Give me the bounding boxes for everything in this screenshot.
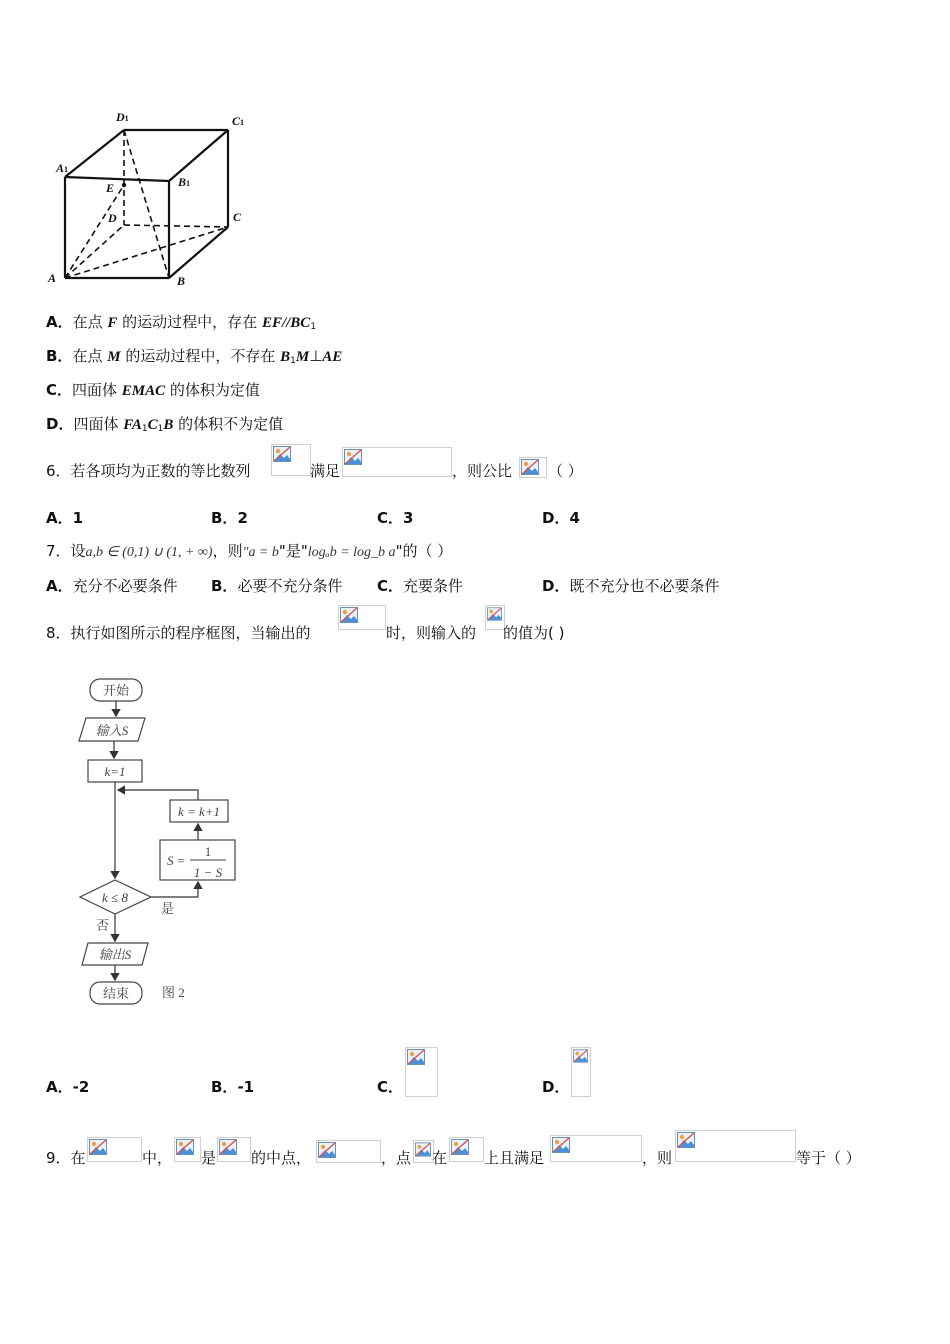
label-D1: D xyxy=(116,110,125,124)
q7-option-c[interactable]: C．充要条件 xyxy=(377,577,464,595)
image-placeholder-icon xyxy=(316,1140,381,1163)
q8-stem-2: 时，则输入的 xyxy=(386,624,477,642)
flow-condition: k ≤ 8 xyxy=(102,890,128,905)
cube-figure xyxy=(40,105,260,295)
svg-text:C1: C1 xyxy=(232,114,245,128)
image-placeholder-icon xyxy=(87,1137,142,1162)
label-B1: B xyxy=(178,175,187,189)
flow-yes: 是 xyxy=(161,901,175,916)
image-placeholder-icon xyxy=(519,457,547,478)
label-C: C xyxy=(233,210,242,224)
q7-stem: 7．设a,b ∈ (0,1) ∪ (1, + ∞)，则"a = b"是"logₐb = log_b a"的（ ） xyxy=(46,542,453,560)
q7-math-equal: "a = b xyxy=(242,545,279,560)
label-C1: C xyxy=(232,114,241,128)
q7-option-d[interactable]: D．既不充分也不必要条件 xyxy=(542,577,720,595)
q9-t2: 中， xyxy=(142,1149,173,1167)
q7-option-b[interactable]: B．必要不充分条件 xyxy=(211,577,343,595)
q9-t6: 在 xyxy=(432,1149,448,1167)
q7-option-a[interactable]: A．充分不必要条件 xyxy=(46,577,178,595)
flow-start: 开始 xyxy=(102,683,130,698)
image-placeholder-icon xyxy=(550,1135,642,1162)
q6-stem-4: （ ） xyxy=(548,462,583,480)
q5-option-b[interactable]: B．在点 M 的运动过程中，不存在 $B_1M\perp AE$ xyxy=(46,347,343,366)
svg-text:A1: A1 xyxy=(56,161,69,175)
image-placeholder-icon xyxy=(485,605,505,630)
flow-output: 输出S xyxy=(98,947,132,962)
q9-t3: 是 xyxy=(201,1149,217,1167)
q6-option-c[interactable]: C．3 xyxy=(377,509,414,527)
q6-option-a[interactable]: A．1 xyxy=(46,509,84,527)
image-placeholder-icon xyxy=(449,1137,484,1162)
image-placeholder-icon xyxy=(338,605,386,630)
flow-caption: 图 2 xyxy=(162,985,185,1000)
image-placeholder-icon xyxy=(271,444,311,476)
flow-init: k=1 xyxy=(104,764,126,779)
flow-input: 输入S xyxy=(95,723,129,738)
label-A1: A xyxy=(56,161,65,175)
svg-text:D1: D1 xyxy=(116,110,129,124)
q9-t9: 等于（ ） xyxy=(796,1149,861,1167)
flow-end: 结束 xyxy=(102,986,130,1001)
q6-stem-1: 6．若各项均为正数的等比数列 xyxy=(46,462,251,480)
label-E: E xyxy=(106,181,115,195)
q9-t7: 上且满足 xyxy=(484,1149,545,1167)
q5-option-c[interactable]: C．四面体 EMAC 的体积为定值 xyxy=(46,381,260,399)
q8-stem-1: 8．执行如图所示的程序框图，当输出的 xyxy=(46,624,311,642)
q8-option-a[interactable]: A．-2 xyxy=(46,1078,90,1096)
q9-t8: ，则 xyxy=(642,1149,673,1167)
q5-option-d[interactable]: D．四面体 $FA_1C_1B$ 的体积不为定值 xyxy=(46,415,284,434)
label-D: D xyxy=(108,211,117,225)
flow-formula-den: 1 − S xyxy=(193,865,223,880)
flow-formula-num: 1 xyxy=(204,844,212,859)
image-placeholder-icon xyxy=(342,447,452,477)
q6-option-b[interactable]: B．2 xyxy=(211,509,248,527)
q9-t4: 的中点， xyxy=(251,1149,312,1167)
q8-option-d[interactable]: D． xyxy=(542,1078,570,1096)
q7-math-domain: a,b ∈ (0,1) ∪ (1, + ∞) xyxy=(85,545,213,560)
flow-update: k = k+1 xyxy=(177,804,221,819)
q6-option-d[interactable]: D．4 xyxy=(542,509,580,527)
label-B: B xyxy=(177,274,186,288)
image-placeholder-icon xyxy=(571,1047,591,1097)
image-placeholder-icon xyxy=(217,1137,251,1162)
q7-math-log: logₐb = log_b a xyxy=(307,545,396,560)
image-placeholder-icon xyxy=(413,1140,434,1163)
image-placeholder-icon xyxy=(675,1130,796,1162)
q8-option-b[interactable]: B．-1 xyxy=(211,1078,255,1096)
image-placeholder-icon xyxy=(174,1137,201,1162)
q6-stem-2: 满足 xyxy=(310,462,341,480)
svg-text:B1: B1 xyxy=(178,175,191,189)
q6-stem-3: ，则公比 xyxy=(452,462,513,480)
q9-t1: 9．在 xyxy=(46,1149,86,1167)
flowchart-figure xyxy=(70,672,270,1017)
q5-option-a[interactable]: A．在点 F 的运动过程中，存在 $EF//BC_1$ xyxy=(46,313,317,332)
image-placeholder-icon xyxy=(405,1047,438,1097)
q8-stem-3: 的值为( ) xyxy=(503,624,565,642)
q8-option-c[interactable]: C． xyxy=(377,1078,404,1096)
q9-t5: ，点 xyxy=(381,1149,412,1167)
flow-no: 否 xyxy=(96,918,110,933)
label-A: A xyxy=(48,271,57,285)
flow-formula-lhs: S = xyxy=(167,853,186,868)
